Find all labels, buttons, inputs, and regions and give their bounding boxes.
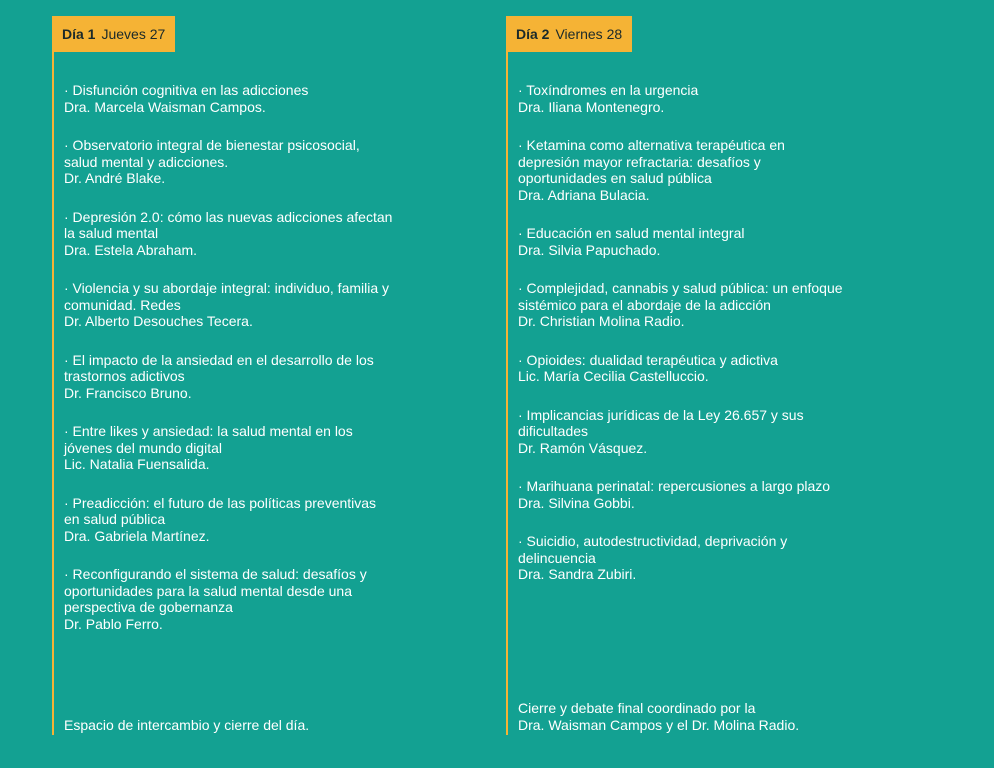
day1-talk-list bbox=[54, 82, 474, 632]
day2-number: Día 2 bbox=[516, 26, 550, 42]
day2-column bbox=[506, 16, 948, 735]
talk-item bbox=[64, 352, 474, 402]
talk-title: · Suicidio, autodestructividad, deprivación y delincuencia bbox=[518, 533, 788, 566]
talk-item bbox=[64, 137, 474, 187]
day1-date: Jueves 27 bbox=[101, 26, 166, 42]
talk-title: · Toxíndromes en la urgencia bbox=[518, 82, 699, 98]
day2-talk-list bbox=[508, 82, 948, 583]
talk-item bbox=[518, 82, 948, 115]
talk-item bbox=[518, 533, 948, 583]
talk-item bbox=[518, 137, 948, 203]
talk-speaker: Dra. Silvina Gobbi. bbox=[518, 494, 635, 511]
day2-date: Viernes 28 bbox=[555, 26, 623, 42]
day1-badge bbox=[52, 16, 175, 52]
talk-speaker: Dra. Adriana Bulacia. bbox=[518, 186, 650, 203]
day2-closing: Cierre y debate final coordinado por la Dra. Waisman Campos y el Dr. Molina Radio. bbox=[518, 700, 800, 733]
day2-badge bbox=[506, 16, 632, 52]
day1-closing: Espacio de intercambio y cierre del día. bbox=[64, 716, 310, 733]
talk-title: · Observatorio integral de bienestar psicosocial, salud mental y adicciones. bbox=[64, 137, 360, 170]
talk-item bbox=[518, 407, 948, 457]
talk-speaker: Dr. Alberto Desouches Tecera. bbox=[64, 313, 253, 329]
talk-item bbox=[64, 566, 474, 632]
talk-item bbox=[518, 225, 948, 258]
talk-title: · Violencia y su abordaje integral: individuo, familia y comunidad. Redes bbox=[64, 280, 390, 313]
talk-title: · El impacto de la ansiedad en el desarrollo de los trastornos adictivos bbox=[64, 351, 374, 384]
talk-item bbox=[64, 280, 474, 330]
talk-speaker: Dra. Sandra Zubiri. bbox=[518, 566, 637, 582]
talk-speaker: Dr. André Blake. bbox=[64, 170, 166, 186]
talk-title: · Entre likes y ansiedad: la salud mental en los jóvenes del mundo digital bbox=[64, 423, 353, 456]
talk-item bbox=[518, 352, 948, 385]
talk-title: · Preadicción: el futuro de las políticas preventivas en salud pública bbox=[64, 494, 377, 527]
talk-item bbox=[64, 209, 474, 259]
talk-speaker: Dra. Iliana Montenegro. bbox=[518, 98, 665, 115]
talk-title: · Reconfigurando el sistema de salud: desafíos y oportunidades para la salud mental desde una perspectiva de gobernanza bbox=[64, 566, 367, 615]
talk-speaker: Lic. Natalia Fuensalida. bbox=[64, 456, 210, 472]
talk-item bbox=[518, 280, 948, 330]
talk-speaker: Dra. Silvia Papuchado. bbox=[518, 241, 661, 258]
talk-item bbox=[64, 495, 474, 545]
talk-item bbox=[64, 82, 474, 115]
talk-speaker: Dra. Gabriela Martínez. bbox=[64, 527, 210, 544]
talk-title: · Depresión 2.0: cómo las nuevas adicciones afectan la salud mental bbox=[64, 208, 393, 241]
talk-title: · Marihuana perinatal: repercusiones a largo plazo bbox=[518, 478, 831, 494]
talk-title: · Educación en salud mental integral bbox=[518, 225, 745, 241]
talk-item bbox=[64, 423, 474, 473]
talk-speaker: Dr. Christian Molina Radio. bbox=[518, 313, 685, 329]
day1-column bbox=[52, 16, 474, 735]
talk-speaker: Dr. Ramón Vásquez. bbox=[518, 439, 648, 456]
talk-speaker: Dr. Francisco Bruno. bbox=[64, 384, 192, 401]
talk-title: · Implicancias jurídicas de la Ley 26.657 y sus dificultades bbox=[518, 406, 804, 439]
talk-title: · Ketamina como alternativa terapéutica en depresión mayor refractaria: desafíos y oportunidades en salud pública bbox=[518, 137, 785, 186]
talk-title: · Disfunción cognitiva en las adicciones bbox=[64, 82, 309, 98]
talk-title: · Complejidad, cannabis y salud pública: un enfoque sistémico para el abordaje de la adicción bbox=[518, 280, 843, 313]
talk-speaker: Dr. Pablo Ferro. bbox=[64, 615, 163, 632]
talk-item bbox=[518, 478, 948, 511]
talk-speaker: Dra. Marcela Waisman Campos. bbox=[64, 98, 266, 115]
talk-speaker: Dra. Estela Abraham. bbox=[64, 241, 198, 258]
day1-number: Día 1 bbox=[62, 26, 96, 42]
talk-title: · Opioides: dualidad terapéutica y adictiva bbox=[518, 351, 778, 368]
talk-speaker: Lic. María Cecilia Castelluccio. bbox=[518, 368, 709, 384]
